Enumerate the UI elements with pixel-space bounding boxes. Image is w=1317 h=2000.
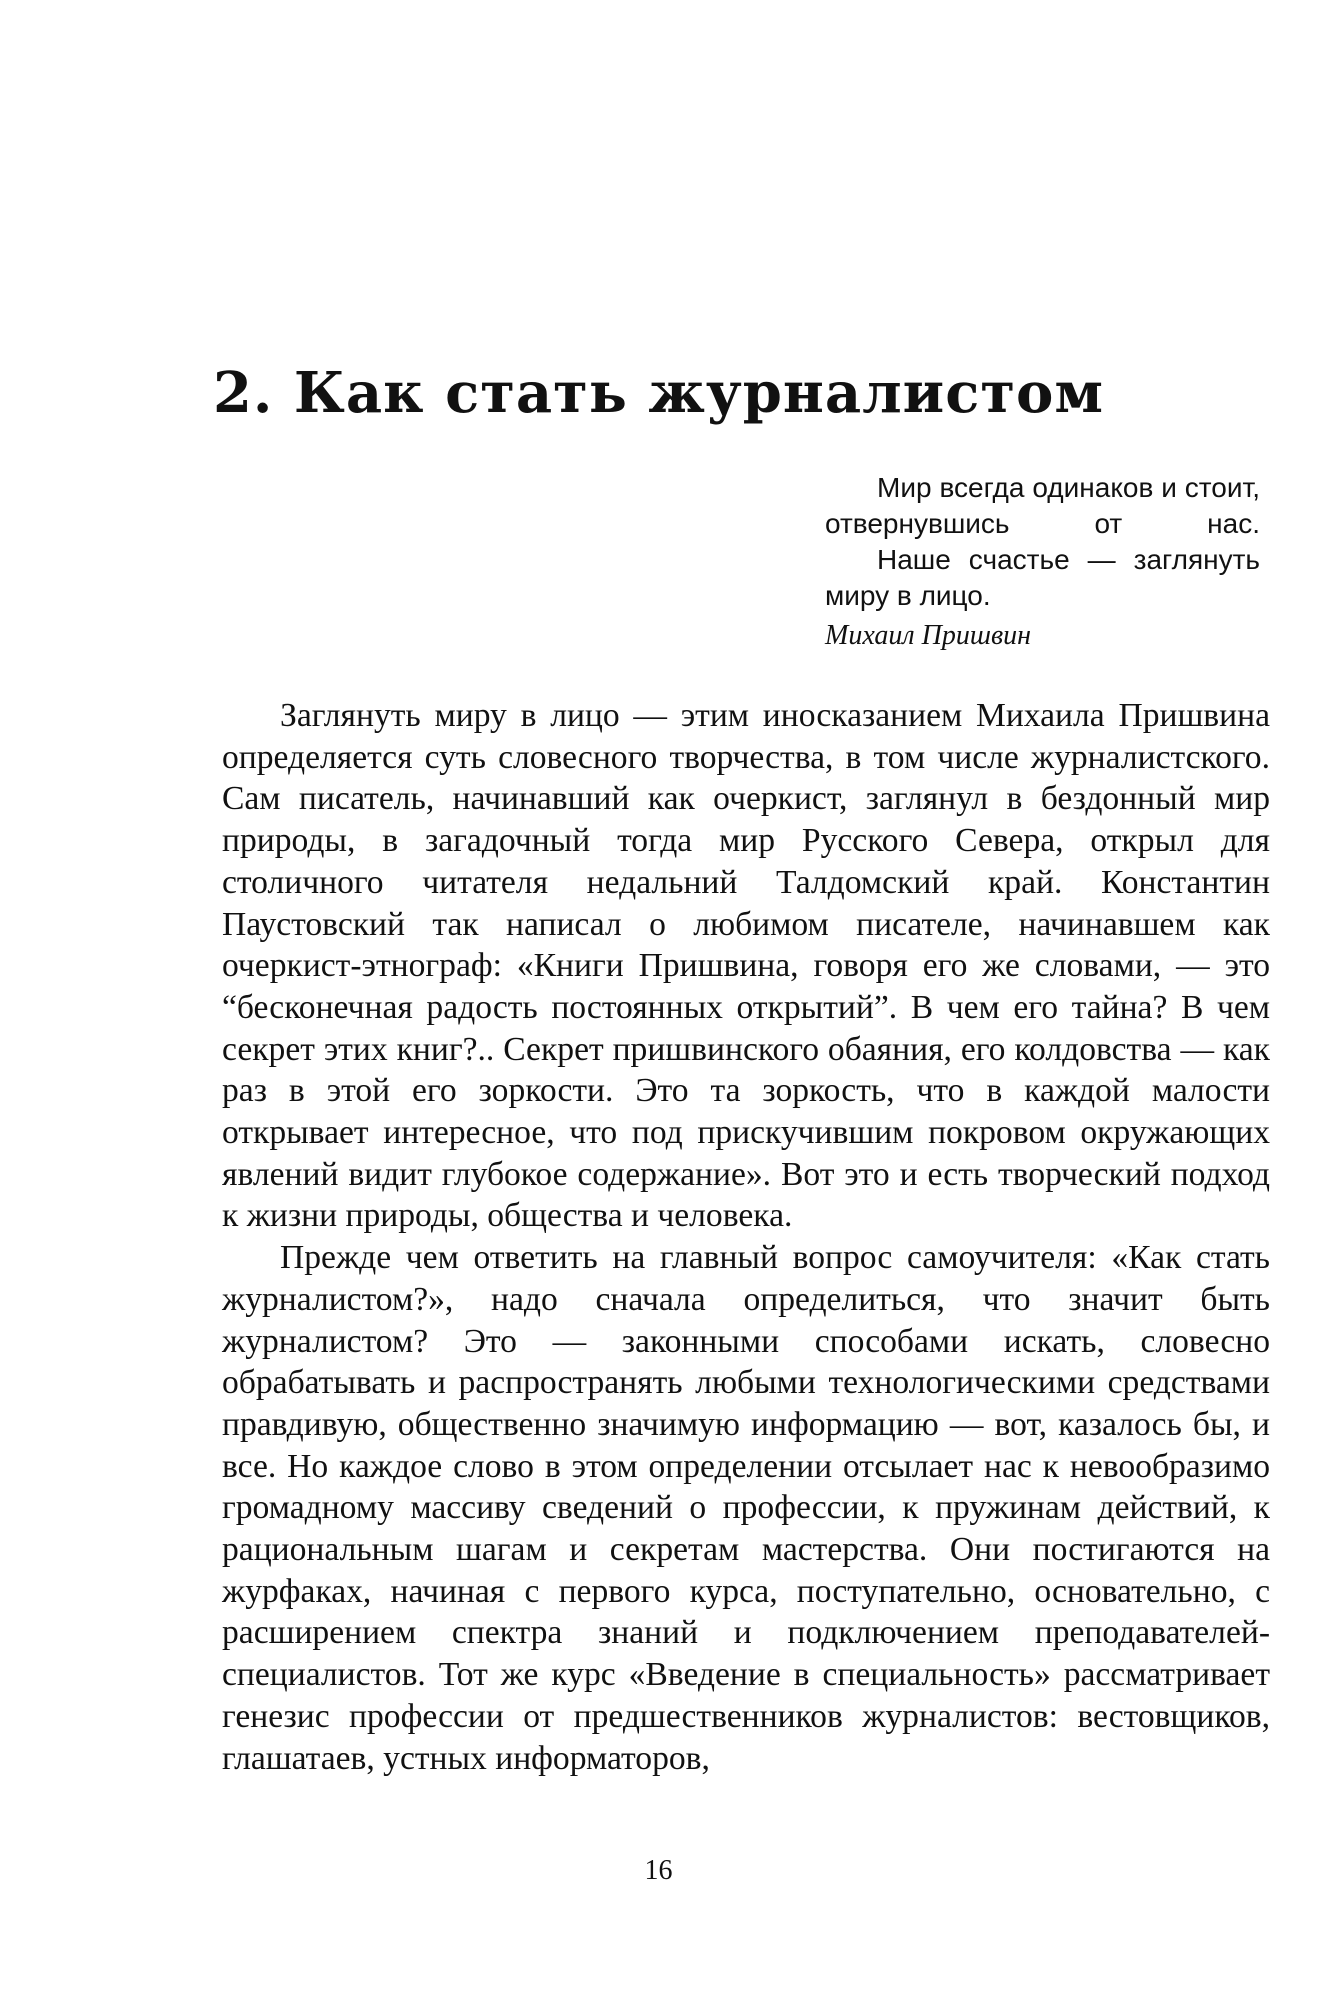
paragraph-2: Прежде чем ответить на главный вопрос самоучителя: «Как стать журналистом?», надо сначала определиться, что значит быть журналистом? Это — законными способами искать, словесно обрабатывать и распространять любыми технологическими средствами правдивую, общественно значимую информацию — вот, казалось бы, и все. Но каждое слово в этом определении отсылает нас к невообразимо громадному массиву сведений о профессии, к пружинам действий, к рациональным шагам и секретам мастерства. Они постигаются на журфаках, начиная с первого курса, поступательно, основательно, с расширением спектра знаний и подключением преподавателей-специалистов. Тот же курс «Введение в специальность» рассматривает генезис профессии от предшественников журналистов: вестовщиков, глашатаев, устных информаторов, (222, 1239, 1270, 1777)
epigraph-author: Михаил Пришвин (825, 620, 1031, 651)
chapter-title: 2. Как стать журналистом (212, 360, 1105, 426)
epigraph-line-2: Наше счастье — заглянуть миру в лицо. (825, 544, 1260, 611)
epigraph (825, 470, 1260, 654)
epigraph-line-1: Мир всегда одинаков и стоит, отвернувшись от нас. (825, 472, 1260, 539)
page-number: 16 (644, 1855, 673, 1886)
body-text (222, 695, 1270, 1779)
paragraph-1: Заглянуть миру в лицо — этим иносказанием Михаила Пришвина определяется суть словесного творчества, в том числе журналистского. Сам писатель, начинавший как очеркист, заглянул в бездонный мир природы, в загадочный тогда мир Русского Севера, открыл для столичного читателя недальний Талдомский край. Константин Паустовский так написал о любимом писателе, начинавшем как очеркист-этнограф: «Книги Пришвина, говоря его же словами, — это “бесконечная радость постоянных открытий”. В чем его тайна? В чем секрет этих книг?.. Секрет пришвинского обаяния, его колдовства — как раз в этой его зоркости. Это та зоркость, что в каждой малости открывает интересное, что под прискучившим покровом окружающих явлений видит глубокое содержание». Вот это и есть творческий подход к жизни природы, общества и человека. (222, 697, 1270, 1235)
